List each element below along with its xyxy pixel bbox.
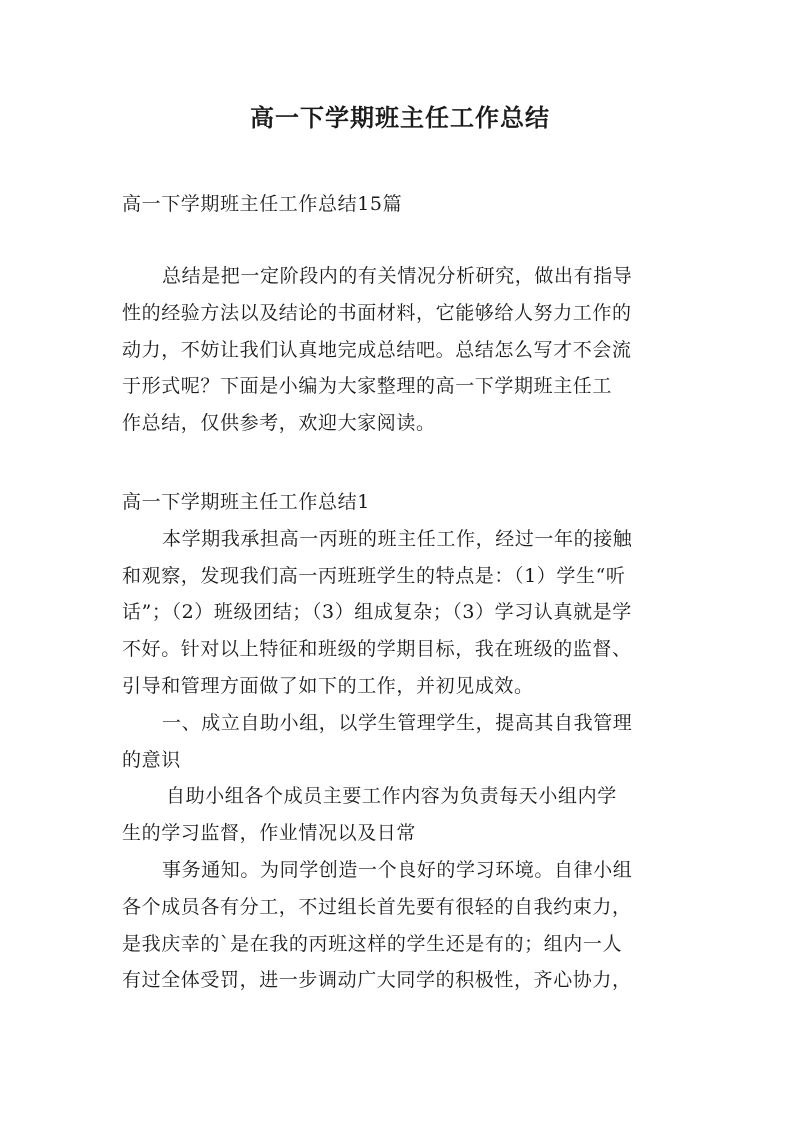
body-line: 不好。针对以上特征和班级的学期目标，我在班级的监督、 [122, 638, 632, 661]
document-subtitle [122, 186, 682, 223]
body-line: 本学期我承担高一丙班的班主任工作，经过一年的接触 [162, 527, 633, 550]
body-line: 自助小组各个成员主要工作内容为负责每天小组内学 [166, 785, 617, 808]
body-line: 的意识 [122, 748, 181, 771]
intro-line: 作总结，仅供参考，欢迎大家阅读。 [122, 412, 436, 435]
section-1 [122, 484, 682, 999]
body-line: 话”；（2）班级团结；（3）组成复杂；（3）学习认真就是学 [122, 601, 632, 624]
intro-paragraph [122, 258, 682, 442]
body-line: 有过全体受罚，进一步调动广大同学的积极性，齐心协力， [122, 969, 632, 992]
intro-line: 总结是把一定阶段内的有关情况分析研究，做出有指导 [162, 265, 633, 287]
section-heading: 高一下学期班主任工作总结1 [122, 491, 370, 513]
body-line: 引导和管理方面做了如下的工作，并初见成效。 [122, 674, 534, 697]
body-line: 各个成员各有分工，不过组长首先要有很轻的自我约束力， [122, 895, 632, 918]
document-title: 高一下学期班主任工作总结 [250, 104, 550, 132]
subtitle-line: 高一下学期班主任工作总结15篇 [122, 193, 403, 215]
body-line: 一、成立自助小组，以学生管理学生，提高其自我管理 [162, 711, 633, 734]
intro-line: 性的经验方法以及结论的书面材料，它能够给人努力工作的 [122, 301, 632, 324]
intro-line: 于形式呢？下面是小编为大家整理的高一下学期班主任工 [122, 375, 613, 398]
body-line: 和观察，发现我们高一丙班班学生的特点是：（1）学生“听 [122, 564, 626, 587]
intro-line: 动力，不妨让我们认真地完成总结吧。总结怎么写才不会流 [122, 338, 632, 361]
body-line: 生的学习监督，作业情况以及日常 [122, 822, 417, 845]
body-line: 事务通知。为同学创造一个良好的学习环境。自律小组 [162, 858, 633, 881]
body-line: 是我庆幸的`是在我的丙班这样的学生还是有的；组内一人 [122, 932, 623, 955]
